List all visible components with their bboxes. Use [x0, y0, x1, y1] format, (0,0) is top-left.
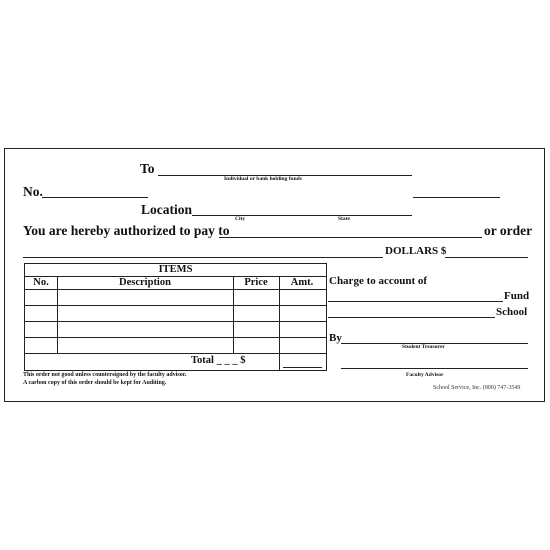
- or-order-text: or order: [484, 223, 533, 238]
- col-price-header: Price: [244, 277, 268, 288]
- student-treasurer-caption: Student Treasurer: [402, 344, 445, 350]
- right-blank-field[interactable]: [413, 197, 500, 198]
- dollars-label: DOLLARS $: [385, 245, 447, 257]
- items-table: [24, 263, 327, 371]
- city-caption: City: [235, 216, 246, 222]
- by-label: By: [329, 332, 342, 344]
- no-label: No.: [23, 184, 43, 199]
- total-label: Total _ _ _ $: [191, 355, 246, 366]
- to-caption: Individual or bank holding funds: [224, 176, 302, 182]
- amount-field[interactable]: [445, 257, 528, 258]
- col-no-header: No.: [33, 277, 49, 288]
- total-field[interactable]: [283, 367, 322, 368]
- items-title: ITEMS: [158, 264, 193, 275]
- footnote-countersign: This order not good unless countersigned by the faculty advisor.: [23, 372, 187, 378]
- location-label: Location: [141, 202, 193, 217]
- school-field[interactable]: [328, 317, 495, 318]
- col-amt-header: Amt.: [290, 277, 314, 288]
- authorized-pay-text: You are hereby authorized to pay to: [23, 223, 230, 238]
- school-label: School: [496, 306, 528, 318]
- charge-account-label: Charge to account of: [329, 275, 428, 287]
- state-caption: State: [338, 216, 350, 222]
- fund-label: Fund: [504, 290, 530, 302]
- col-description-header: Description: [119, 277, 171, 288]
- footnote-carbon-copy: A carbon copy of this order should be kept for Auditing.: [23, 380, 167, 386]
- faculty-advisor-caption: Faculty Advisor: [406, 372, 444, 378]
- amount-words-field[interactable]: [23, 257, 383, 258]
- to-label: To: [140, 161, 155, 176]
- purchase-order-form: [4, 148, 545, 402]
- payee-field[interactable]: [219, 237, 482, 238]
- faculty-advisor-signature[interactable]: [341, 368, 528, 369]
- order-number-field[interactable]: [42, 197, 148, 198]
- fund-field[interactable]: [328, 301, 503, 302]
- vendor-info: School Service, Inc. (800) 747-3549: [433, 385, 521, 391]
- location-field[interactable]: [192, 215, 412, 216]
